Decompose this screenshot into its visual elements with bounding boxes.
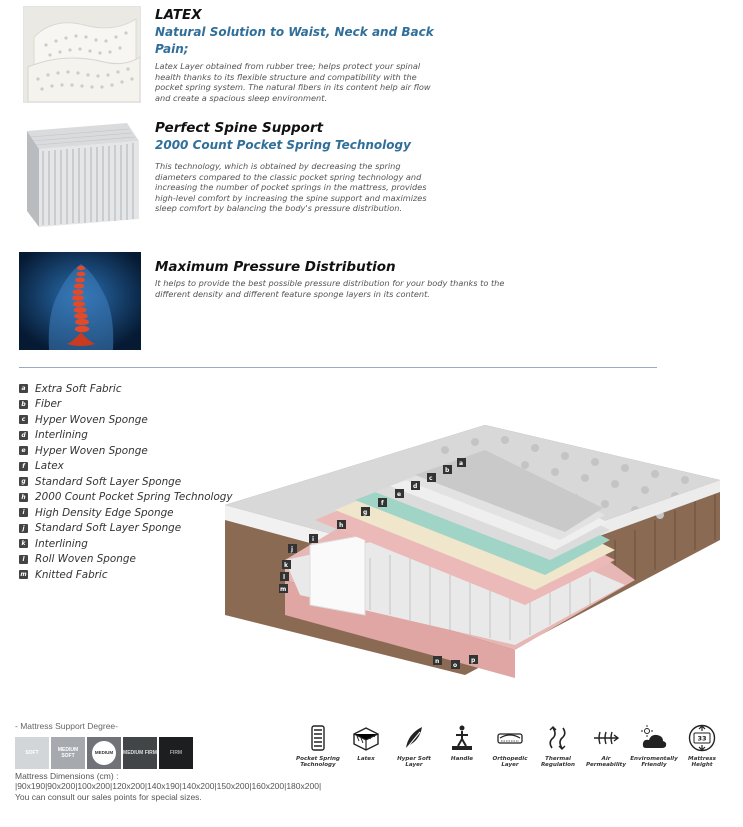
svg-text:o: o: [453, 662, 458, 669]
icon-item: [390, 724, 438, 769]
svg-text:j: j: [291, 546, 294, 553]
layer-label: Hyper Woven Sponge: [35, 413, 148, 426]
icon-caption: Thermal Regulation: [541, 756, 575, 769]
svg-text:k: k: [284, 562, 288, 569]
icon-caption: Latex: [357, 756, 375, 762]
feature-subtitle: Natural Solution to Waist, Neck and Back Pain;: [155, 25, 434, 56]
feature-spine-support: [19, 119, 659, 231]
hyper-soft-layer-icon: [400, 724, 428, 752]
icon-item: [678, 724, 726, 769]
icon-caption: Air Permeability: [586, 756, 626, 769]
feature-icons-row: [294, 724, 726, 769]
layer-label: Roll Woven Sponge: [35, 553, 136, 566]
svg-text:f: f: [381, 500, 384, 507]
icon-caption: Hyper Soft Layer: [397, 756, 431, 769]
layer-badge: h: [19, 493, 28, 502]
layer-label: Fiber: [35, 398, 62, 411]
icon-caption: Handle: [450, 756, 474, 762]
feature-latex-text: [155, 6, 445, 103]
layer-badge: k: [19, 539, 28, 548]
feature-spine-text: [155, 119, 435, 214]
layer-label: Standard Soft Layer Sponge: [35, 475, 182, 488]
section-divider: [19, 367, 657, 368]
layer-badge: f: [19, 462, 28, 471]
layer-badge: l: [19, 555, 28, 564]
support-degree-scale: [15, 737, 193, 769]
dimensions-label: Mattress Dimensions (cm) :: [15, 771, 119, 781]
svg-text:a: a: [459, 460, 464, 467]
feature-latex: [19, 6, 659, 106]
spine-xray-image: [19, 252, 141, 350]
layer-badge: d: [19, 431, 28, 440]
dimensions-values: |90x190|90x200|100x200|120x200|140x190|140x200|150x200|160x200|180x200|: [15, 781, 322, 791]
layer-label: Hyper Woven Sponge: [35, 444, 148, 457]
svg-text:l: l: [283, 574, 286, 581]
layer-label: Interlining: [35, 537, 88, 550]
icon-caption: Orthopedic Layer: [492, 756, 528, 769]
layer-badge: g: [19, 477, 28, 486]
layer-badge: b: [19, 400, 28, 409]
layer-badge: a: [19, 384, 28, 393]
svg-text:e: e: [397, 491, 402, 498]
pocket-spring-image: [23, 119, 141, 230]
thermal-regulation-icon: [544, 724, 572, 752]
feature-subtitle: 2000 Count Pocket Spring Technology: [155, 138, 411, 152]
icon-item: [294, 724, 342, 769]
latex-icon: [352, 724, 380, 752]
layer-badge: j: [19, 524, 28, 533]
feature-description: Latex Layer obtained from rubber tree; helps protect your spinal health thanks to its flexible structure and compatibility with the pocket spring system. The natural fibers in its content help air flow and create a spacious sleep environment.: [155, 61, 431, 103]
layer-label: High Density Edge Sponge: [35, 506, 174, 519]
svg-text:n: n: [435, 658, 440, 665]
svg-text:c: c: [429, 475, 433, 482]
handle-icon: [448, 724, 476, 752]
layer-label: Interlining: [35, 429, 88, 442]
layer-label: Extra Soft Fabric: [35, 382, 122, 395]
layer-label: 2000 Count Pocket Spring Technology: [35, 491, 233, 504]
svg-text:b: b: [445, 467, 450, 474]
support-degree-title: - Mattress Support Degree-: [15, 721, 118, 731]
latex-foam-image: [23, 6, 141, 103]
degree-medium-soft: MEDIUM SOFT: [51, 737, 85, 769]
icon-item: [342, 724, 390, 769]
icon-item: [486, 724, 534, 769]
layer-badge: i: [19, 508, 28, 517]
feature-description: It helps to provide the best possible pressure distribution for your body thanks to the different density and different feature sponge layers in its content.: [155, 278, 505, 299]
icon-caption: Mattress Height: [688, 756, 716, 769]
layer-badge: e: [19, 446, 28, 455]
layer-badge: m: [20, 571, 27, 579]
svg-text:h: h: [339, 522, 344, 529]
layer-label: Latex: [35, 460, 64, 473]
feature-pressure-distribution: [19, 252, 659, 352]
special-sizes-note: You can consult our sales points for special sizes.: [15, 792, 202, 802]
feature-pressure-text: [155, 258, 535, 299]
degree-medium-selected: MEDIUM: [92, 741, 116, 765]
feature-title: Maximum Pressure Distribution: [155, 259, 396, 275]
svg-text:g: g: [363, 509, 368, 516]
degree-soft: SOFT: [15, 737, 49, 769]
air-permeability-icon: [592, 724, 620, 752]
layer-badge: c: [19, 415, 28, 424]
svg-text:d: d: [413, 483, 418, 490]
icon-caption: Enviromentally Friendly: [630, 756, 678, 769]
layer-label: Knitted Fabric: [35, 568, 108, 581]
icon-item: [582, 724, 630, 769]
mattress-height-icon: [688, 724, 716, 752]
degree-medium-firm: MEDIUM FIRM: [123, 737, 157, 769]
svg-text:p: p: [471, 657, 476, 664]
feature-title: LATEX: [155, 7, 202, 23]
icon-item: [630, 724, 678, 769]
pocket-spring-icon: [304, 724, 332, 752]
environmentally-friendly-icon: [640, 724, 668, 752]
icon-item: [438, 724, 486, 769]
feature-description: This technology, which is obtained by decreasing the spring diameters compared to the classic pocket spring technology and increasing the number of pocket springs in the mattress, provides high-level comfort by increasing the spine support and maximizes sleep comfort by balancing the body's pressure distribution.: [155, 161, 427, 213]
svg-text:m: m: [280, 586, 287, 593]
layer-item: [19, 381, 249, 397]
svg-text:i: i: [312, 536, 315, 543]
feature-title: Perfect Spine Support: [155, 120, 324, 136]
mattress-cutaway-illustration: [215, 410, 735, 695]
layer-label: Standard Soft Layer Sponge: [35, 522, 182, 535]
icon-item: [534, 724, 582, 769]
degree-firm: FIRM: [159, 737, 193, 769]
icon-caption: Pocket Spring Technology: [296, 756, 340, 769]
degree-medium: [87, 737, 121, 769]
orthopedic-layer-icon: [496, 724, 524, 752]
mattress-height-value: 33: [697, 734, 707, 743]
